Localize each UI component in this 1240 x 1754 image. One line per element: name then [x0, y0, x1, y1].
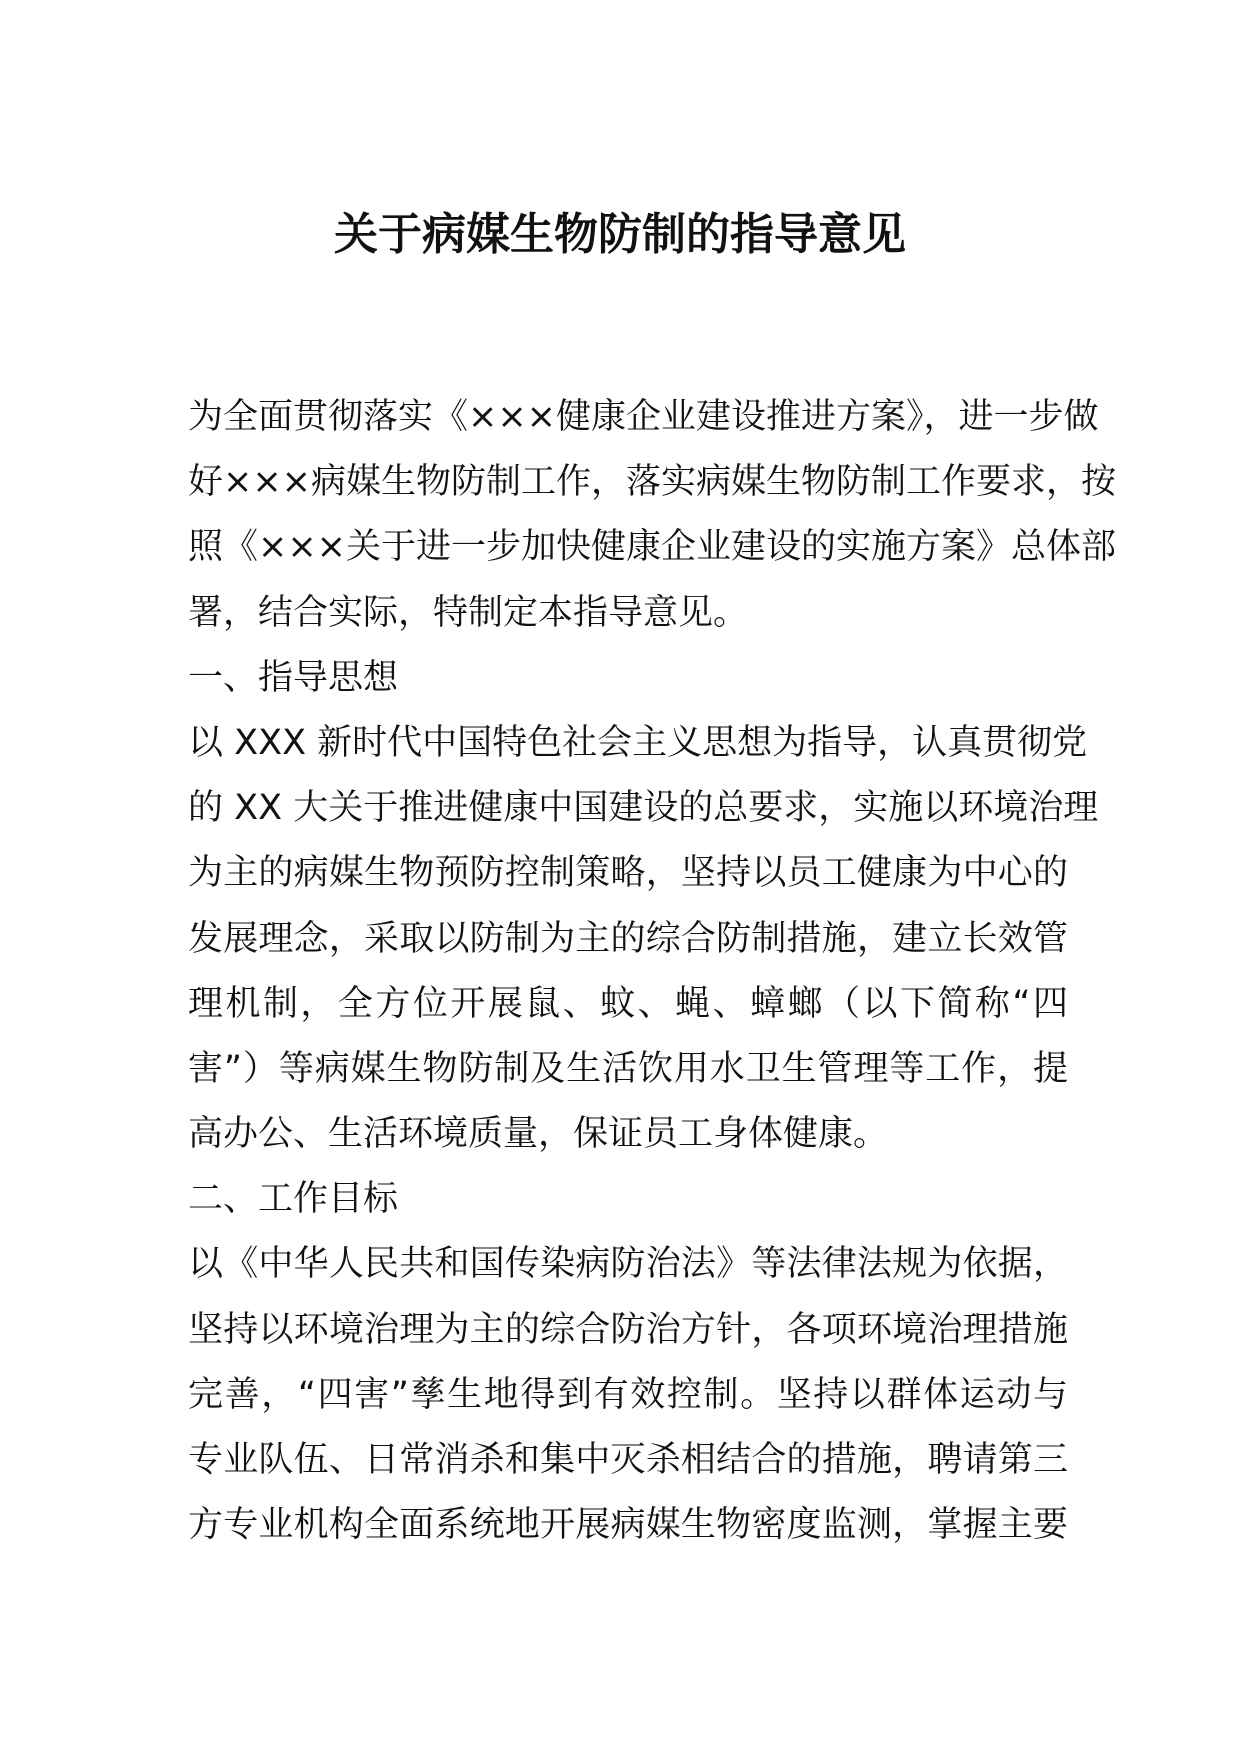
text-line: 坚持以环境治理为主的综合防治方针，各项环境治理措施 [188, 1309, 1068, 1350]
text-line: 理机制，全方位开展鼠、蚊、蝇、蟑螂（以下简称“四 [188, 983, 1068, 1024]
text-line: 署，结合实际，特制定本指导意见。 [188, 592, 749, 633]
text-line: 照《×××关于进一步加快健康企业建设的实施方案》总体部 [188, 527, 1116, 568]
text-line: 高办公、生活环境质量，保证员工身体健康。 [188, 1114, 889, 1155]
text-line: 好×××病媒生物防制工作，落实病媒生物防制工作要求，按 [188, 462, 1116, 503]
text-line: 以 XXX 新时代中国特色社会主义思想为指导，认真贯彻党 [188, 722, 1088, 763]
text-line: 为全面贯彻落实《×××健康企业建设推进方案》，进一步做 [188, 397, 1099, 437]
text-line: 为主的病媒生物预防控制策略，坚持以员工健康为中心的 [188, 853, 1068, 894]
text-line: 发展理念，采取以防制为主的综合防制措施，建立长效管 [188, 918, 1068, 959]
text-line: 以《中华人民共和国传染病防治法》等法律法规为依据， [188, 1244, 1068, 1285]
document-body [188, 385, 1116, 1558]
text-line: 专业队伍、日常消杀和集中灭杀相结合的措施，聘请第三 [188, 1440, 1068, 1480]
document-title: 关于病媒生物防制的指导意见 [334, 209, 906, 260]
text-line: 一、指导思想 [188, 657, 399, 698]
text-line: 二、工作目标 [188, 1179, 399, 1220]
text-line: 的 XX 大关于推进健康中国建设的总要求，实施以环境治理 [188, 788, 1099, 829]
text-line: 方专业机构全面系统地开展病媒生物密度监测，掌握主要 [188, 1505, 1068, 1546]
text-line: 害”）等病媒生物防制及生活饮用水卫生管理等工作，提 [188, 1048, 1068, 1089]
text-line: 完善，“四害”孳生地得到有效控制。坚持以群体运动与 [188, 1374, 1068, 1415]
